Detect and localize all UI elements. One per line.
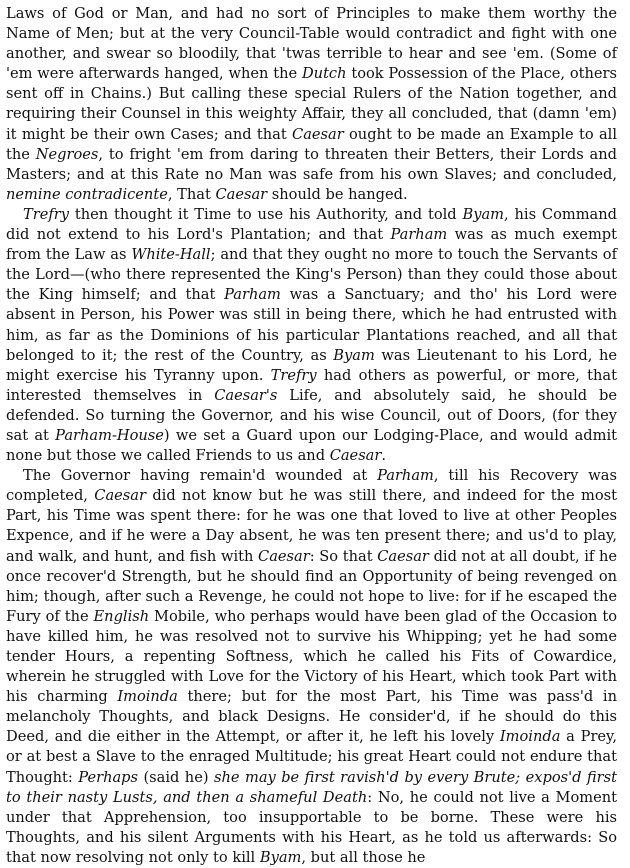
text-run: ought to be made an Example to all the: [6, 125, 618, 163]
text-run: did not know but he was still there, and indeed for the most Part, his Time was spent there: for he was one that loved to live at other Peoples Expence, and if he were a Day absent, he was ten present there; and us'd to play, and walk, and hunt, and fish with: [6, 487, 617, 565]
text-run: Life, and absolutely said, he should be defended. So turning the Governor, and his wise Council, out of Doors, (for they sat at: [6, 386, 617, 444]
italic-text: Caesar's: [214, 386, 278, 404]
text-run: : So that: [309, 547, 378, 565]
italic-text: Trefry: [270, 366, 317, 384]
document-page: [6, 4, 617, 868]
paragraph: [6, 205, 617, 466]
italic-text: Negroes: [35, 145, 99, 163]
text-run: was Lieutenant to his Lord, he might exercise his Tyranny upon.: [6, 346, 618, 384]
italic-text: Byam: [259, 848, 302, 866]
text-run: , but all those he: [301, 848, 426, 866]
text-run: should be hanged.: [267, 185, 408, 203]
text-run: Laws of God or Man, and had no sort of Principles to make them worthy the Name of Men; but at the very Council-Table would contradict and fight with one another, and swear so bloodily, that 'twas terrible to hear and see 'em. (Some of 'em were afterwards hanged, when the: [6, 5, 617, 83]
italic-text: Caesar: [94, 487, 146, 505]
italic-text: Caesar: [215, 185, 268, 203]
text-run: .: [381, 447, 386, 465]
text-run: , to fright 'em from daring to threaten their Betters, their Lords and Masters; and at this Rate no Man was safe from his own Slaves; and concluded,: [6, 145, 617, 183]
italic-text: White-Hall: [131, 246, 211, 264]
italic-text: Caesar: [377, 547, 429, 565]
italic-text: Perhaps: [78, 768, 139, 786]
text-run: (said he): [138, 768, 214, 786]
italic-text: nemine contradicente: [6, 185, 168, 203]
italic-text: Caesar: [258, 547, 310, 565]
italic-text: Byam: [462, 205, 504, 223]
text-run: , his Command did not extend to his Lord's Plantation; and that: [6, 205, 617, 244]
italic-text: she may be first ravish'd by every Brute; expos'd first to their nasty Lusts, and then a shameful Death: [6, 768, 617, 806]
text-run: ; and that they ought no more to touch the Servants of the Lord—(who there represented the King's Person) than they could those about the King himself; and that: [6, 246, 617, 304]
italic-text: Parham: [224, 286, 281, 304]
text-run: , That: [167, 185, 216, 203]
text-run: did not at all doubt, if he once recover'd Strength, but he should find an Opportunity of being revenged on him; though, after such a Revenge, he could not hope to live: for if he escaped the Fury of the: [6, 547, 618, 625]
text-run: a Prey, or at best a Slave to the enraged Multitude; his great Heart could not endure that Thought:: [6, 728, 617, 786]
text-run: : No, he could not live a Moment under that Apprehension, too insupportable to be borne. These were his Thoughts, and his silent Arguments with his Heart, as he told us afterwards: So that now resolving not only to kill: [6, 788, 617, 866]
italic-text: Dutch: [301, 65, 347, 83]
italic-text: Caesar: [292, 125, 344, 143]
text-run: ) we set a Guard upon our Lodging-Place, and would admit none but those we called Friends to us and: [6, 426, 617, 465]
italic-text: Parham: [377, 467, 434, 485]
text-run: , till his Recovery was completed,: [6, 467, 617, 505]
italic-text: Parham: [390, 226, 448, 244]
italic-text: Imoinda: [499, 728, 561, 746]
paragraph: [6, 4, 617, 205]
text-run: was a Sanctuary; and tho' his Lord were absent in Person, his Power was still in being there, which he had entrusted with him, as far as the Dominions of his particular Plantations reached, and all that belonged to it; the rest of the Country, as: [6, 286, 617, 364]
italic-text: Parham-House: [55, 426, 164, 444]
italic-text: Caesar: [329, 447, 382, 465]
text-run: had others as powerful, or more, that interested themselves in: [6, 366, 617, 404]
text-run: there; but for the most Part, his Time was pass'd in melancholy Thoughts, and black Designs. He consider'd, if he should do this Deed, and die either in the Attempt, or after it, he left his lovely: [6, 688, 617, 746]
italic-text: Imoinda: [117, 688, 178, 706]
text-run: was as much exempt from the Law as: [6, 226, 617, 264]
text-run: then thought it Time to use his Authority, and told: [68, 205, 463, 223]
text-run: took Possession of the Place, others sent off in Chains.) But calling these special Rulers of the Nation together, and requiring their Counsel in this weighty Affair, they all concluded, that (damn 'em) it might be their own Cases; and that: [6, 65, 617, 143]
paragraph: [6, 466, 617, 868]
italic-text: English: [93, 607, 150, 625]
text-run: The Governor having remain'd wounded at: [23, 467, 378, 485]
italic-text: Byam: [333, 346, 375, 364]
italic-text: Trefry: [23, 205, 69, 223]
text-run: Mobile, who perhaps would have been glad of the Occasion to have killed him, he was resolved not to survive his Whipping; yet he had some tender Hours, a repenting Softness, which he called his Fits of Cowardice, wherein he struggled with Love for the Victory of his Heart, which took Part with his charming: [6, 607, 617, 706]
